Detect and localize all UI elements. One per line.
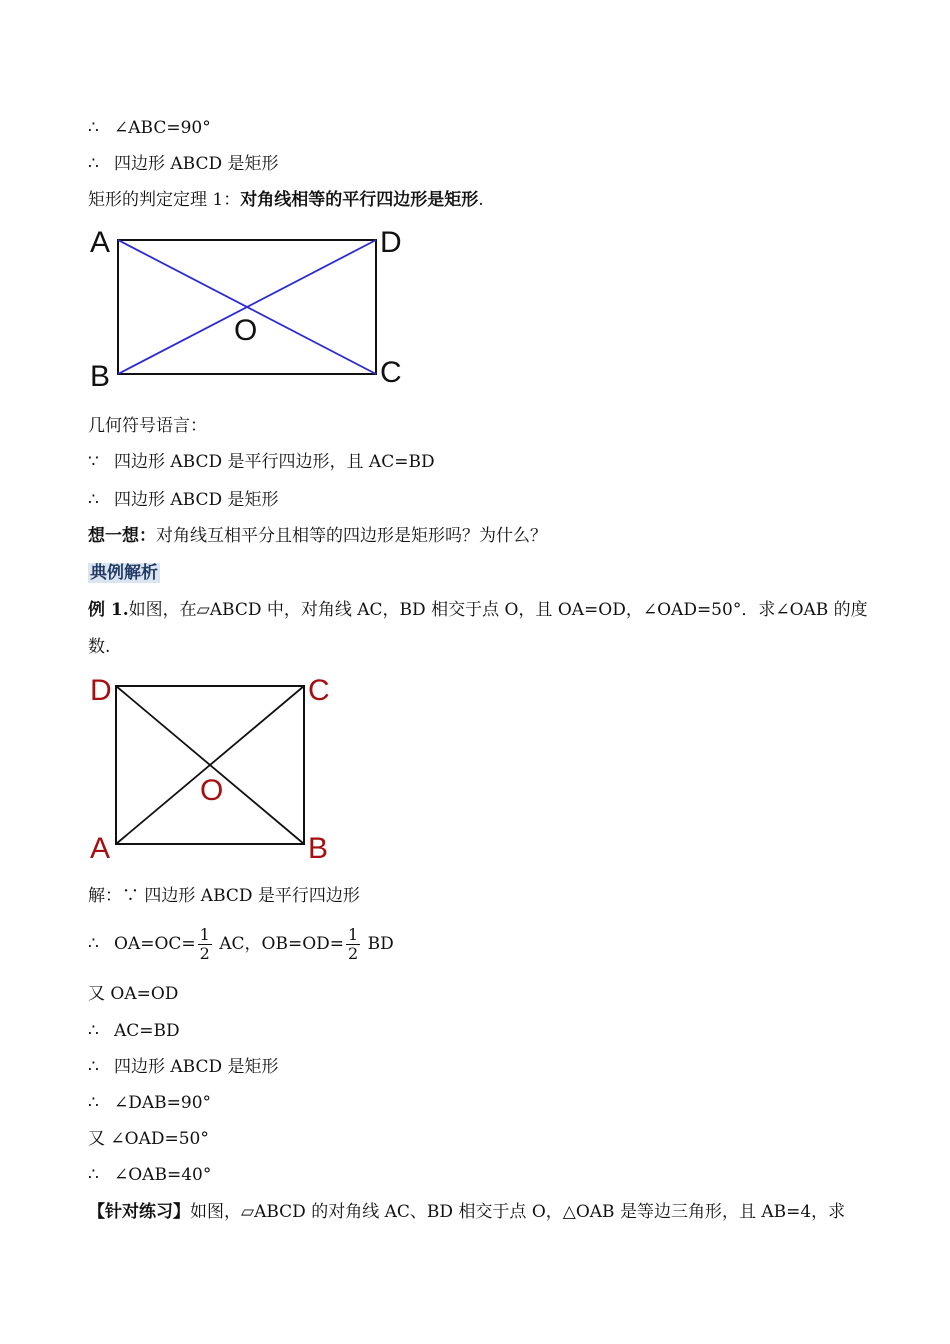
think-line: 想一想：对角线互相平分且相等的四边形是矩形吗？为什么？ [88, 526, 547, 546]
therefore-symbol: ∴ [88, 934, 99, 954]
solution-step-1: 解：∵ 四边形 ABCD 是平行四边形 [88, 886, 360, 906]
practice-line: 【针对练习】如图，▱ABCD 的对角线 AC、BD 相交于点 O，△OAB 是等边三角形，且 AB=4，求 [88, 1202, 846, 1222]
theorem-statement: 对角线相等的平行四边形是矩形 [240, 190, 479, 210]
solution-step-7: 又 ∠OAD=50° [88, 1129, 209, 1149]
think-label: 想一想： [88, 526, 156, 546]
theorem-line: 矩形的判定定理 1：对角线相等的平行四边形是矩形. [88, 190, 484, 210]
vertex-label-b: B [308, 832, 329, 865]
therefore-symbol: ∴ [88, 1093, 99, 1113]
line-angle-abc: ∴ ∠ABC=90° [88, 118, 211, 138]
example-line-continued: 数. [88, 637, 111, 657]
fraction-half: $\frac{1}{2}$ [348, 925, 359, 963]
therefore-symbol: ∴ [88, 154, 99, 174]
vertex-label-a: A [90, 832, 111, 865]
because-symbol: ∵ [88, 452, 99, 472]
solution-step-5: ∴ 四边形 ABCD 是矩形 [88, 1057, 279, 1077]
section-title: 典例解析 [90, 563, 158, 583]
example-line: 例 1.如图，在▱ABCD 中，对角线 AC，BD 相交于点 O，且 OA=OD，∠OAD=50°．求∠OAB 的度 [88, 600, 868, 620]
therefore-symbol: ∴ [88, 1057, 99, 1077]
section-heading [88, 561, 160, 585]
symbolic-title: 几何符号语言： [88, 416, 207, 436]
rectangle-figure-2 [88, 668, 348, 868]
example-label: 例 1. [88, 600, 129, 620]
center-label-o: O [200, 774, 224, 807]
vertex-label-c: C [380, 356, 402, 389]
center-label-o: O [234, 314, 258, 347]
practice-label: 【针对练习】 [88, 1202, 190, 1222]
vertex-label-d: D [380, 226, 402, 259]
vertex-label-d: D [90, 674, 112, 707]
symbolic-conclusion: ∴ 四边形 ABCD 是矩形 [88, 490, 279, 510]
symbolic-given: ∵ 四边形 ABCD 是平行四边形，且 AC=BD [88, 452, 435, 472]
fraction-half: $\frac{1}{2}$ [199, 925, 210, 963]
solution-step-8: ∴ ∠OAB=40° [88, 1165, 212, 1185]
solution-step-2: ∴ OA=OC= $\frac{1}{2}$ AC，OB=OD= $\frac{1}{2}$ BD [88, 925, 394, 963]
solution-step-6: ∴ ∠DAB=90° [88, 1093, 212, 1113]
therefore-symbol: ∴ [88, 1165, 99, 1185]
therefore-symbol: ∴ [88, 1021, 99, 1041]
vertex-label-b: B [90, 360, 111, 392]
solution-step-3: 又 OA=OD [88, 984, 179, 1004]
solution-step-4: ∴ AC=BD [88, 1021, 180, 1041]
line-is-rectangle: ∴ 四边形 ABCD 是矩形 [88, 154, 279, 174]
vertex-label-a: A [90, 226, 111, 259]
therefore-symbol: ∴ [88, 490, 99, 510]
rectangle-figure-1 [88, 222, 418, 392]
therefore-symbol: ∴ [88, 118, 99, 138]
vertex-label-c: C [308, 674, 330, 707]
